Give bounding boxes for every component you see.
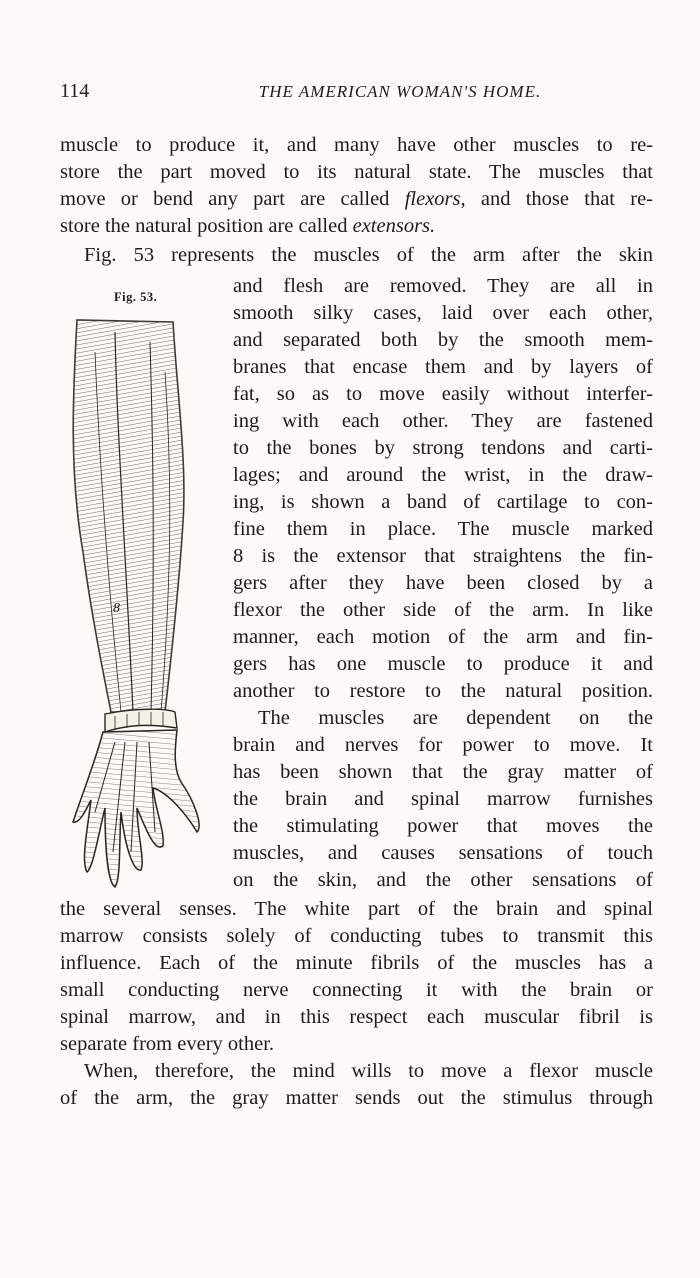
- arm-muscle-illustration: [55, 312, 225, 902]
- text-line: muscle to produce it, and many have other muscles to re-: [60, 134, 653, 156]
- muscle-marker-8: 8: [113, 601, 120, 616]
- paragraph-start: The muscles are dependent on the: [258, 707, 653, 729]
- text-line: the several senses. The white part of the brain and spinal: [60, 898, 653, 920]
- text-line: [60, 186, 653, 212]
- text-line: and separated both by the smooth mem-: [233, 329, 653, 351]
- text-line: muscles, and causes sensations of touch: [233, 842, 653, 864]
- figure-caption: Fig. 53.: [114, 290, 158, 304]
- text-line: fine them in place. The muscle marked: [233, 518, 653, 540]
- text-line: gers has one muscle to produce it and: [233, 653, 653, 675]
- paragraph-start: Fig. 53 represents the muscles of the arm after the skin: [84, 244, 653, 266]
- text-segment: move or bend any part are called: [60, 188, 390, 210]
- text-line: of the arm, the gray matter sends out the stimulus through: [60, 1087, 653, 1109]
- text-line: spinal marrow, and in this respect each muscular fibril is: [60, 1006, 653, 1028]
- text-line: branes that encase them and by layers of: [233, 356, 653, 378]
- text-line: the stimulating power that moves the: [233, 815, 653, 837]
- text-line: [60, 213, 653, 239]
- text-line: flexor the other side of the arm. In like: [233, 599, 653, 621]
- text-line: manner, each motion of the arm and fin-: [233, 626, 653, 648]
- text-line: has been shown that the gray matter of: [233, 761, 653, 783]
- text-line: fat, so as to move easily without interfer-: [233, 383, 653, 405]
- italic-term-flexors: flexors: [404, 188, 461, 210]
- text-line: another to restore to the natural position.: [233, 680, 653, 702]
- text-line: smooth silky cases, laid over each other,: [233, 302, 653, 324]
- text-segment: , and those that re-: [460, 188, 653, 210]
- text-line: ing with each other. They are fastened: [233, 410, 653, 432]
- text-line: small conducting nerve connecting it with the brain or: [60, 979, 653, 1001]
- text-line: separate from every other.: [60, 1033, 275, 1055]
- text-line: to the bones by strong tendons and carti-: [233, 437, 653, 459]
- text-line: store the part moved to its natural state. The muscles that: [60, 161, 653, 183]
- page-number: 114: [60, 80, 90, 102]
- text-segment: store the natural position are called: [60, 215, 348, 237]
- text-line: marrow consists solely of conducting tubes to transmit this: [60, 925, 653, 947]
- page-header: [60, 80, 650, 106]
- text-line: lages; and around the wrist, in the draw-: [233, 464, 653, 486]
- text-line: brain and nerves for power to move. It: [233, 734, 653, 756]
- text-line: ing, is shown a band of cartilage to con-: [233, 491, 653, 513]
- text-line: gers after they have been closed by a: [233, 572, 653, 594]
- text-line: on the skin, and the other sensations of: [233, 869, 653, 891]
- text-line: and flesh are removed. They are all in: [233, 275, 653, 297]
- paragraph-start: When, therefore, the mind wills to move a flexor muscle: [84, 1060, 653, 1082]
- text-line: 8 is the extensor that straightens the fin-: [233, 545, 653, 567]
- italic-term-extensors: extensors.: [352, 215, 436, 237]
- text-line: the brain and spinal marrow furnishes: [233, 788, 653, 810]
- running-title: THE AMERICAN WOMAN'S HOME.: [258, 82, 542, 101]
- text-line: influence. Each of the minute fibrils of the muscles has a: [60, 952, 653, 974]
